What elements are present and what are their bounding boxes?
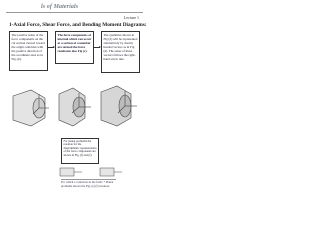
force-component-figures: [9, 76, 140, 136]
planar-figures: [58, 165, 138, 179]
page-header-title: ls of Materials: [41, 4, 79, 10]
planar-notation-box: For planar problems the notation for the diagrammatic representation of the force components are shown in Fig. (f) and (f).: [61, 138, 99, 164]
document-page: [0, 0, 149, 198]
text-box-left: The positive sense of the force components on the cut section viewed toward the origin coincides with the positive direction of the coordinate axes as in Fig. (b).: [9, 31, 48, 71]
lecture-label: Lecture 1: [123, 15, 139, 20]
header-rule: [6, 12, 143, 13]
figure-c: [59, 88, 91, 126]
arrow-right-2: [94, 47, 100, 48]
figure-d: [101, 86, 137, 126]
text-box-right: The quantities shown in Fig (d) will be represented alternatively by doubly headed vectors as in Fig (d). The sense of these vectors follows the right-hand screw rule.: [101, 31, 140, 73]
section-heading: 1-Axial Force, Shear Force, and Bending Moment Diagrams:: [9, 22, 147, 28]
text-box-middle: The force components of internal which can occur at a section of a member are termed the force resultants also Fig (c).: [55, 31, 94, 64]
footnote: For which a collection in the form: * Planar problems shown the Fig. (e) (f) notation.: [61, 179, 116, 188]
figure-b: [13, 90, 49, 126]
arrow-right-1: [48, 47, 54, 48]
